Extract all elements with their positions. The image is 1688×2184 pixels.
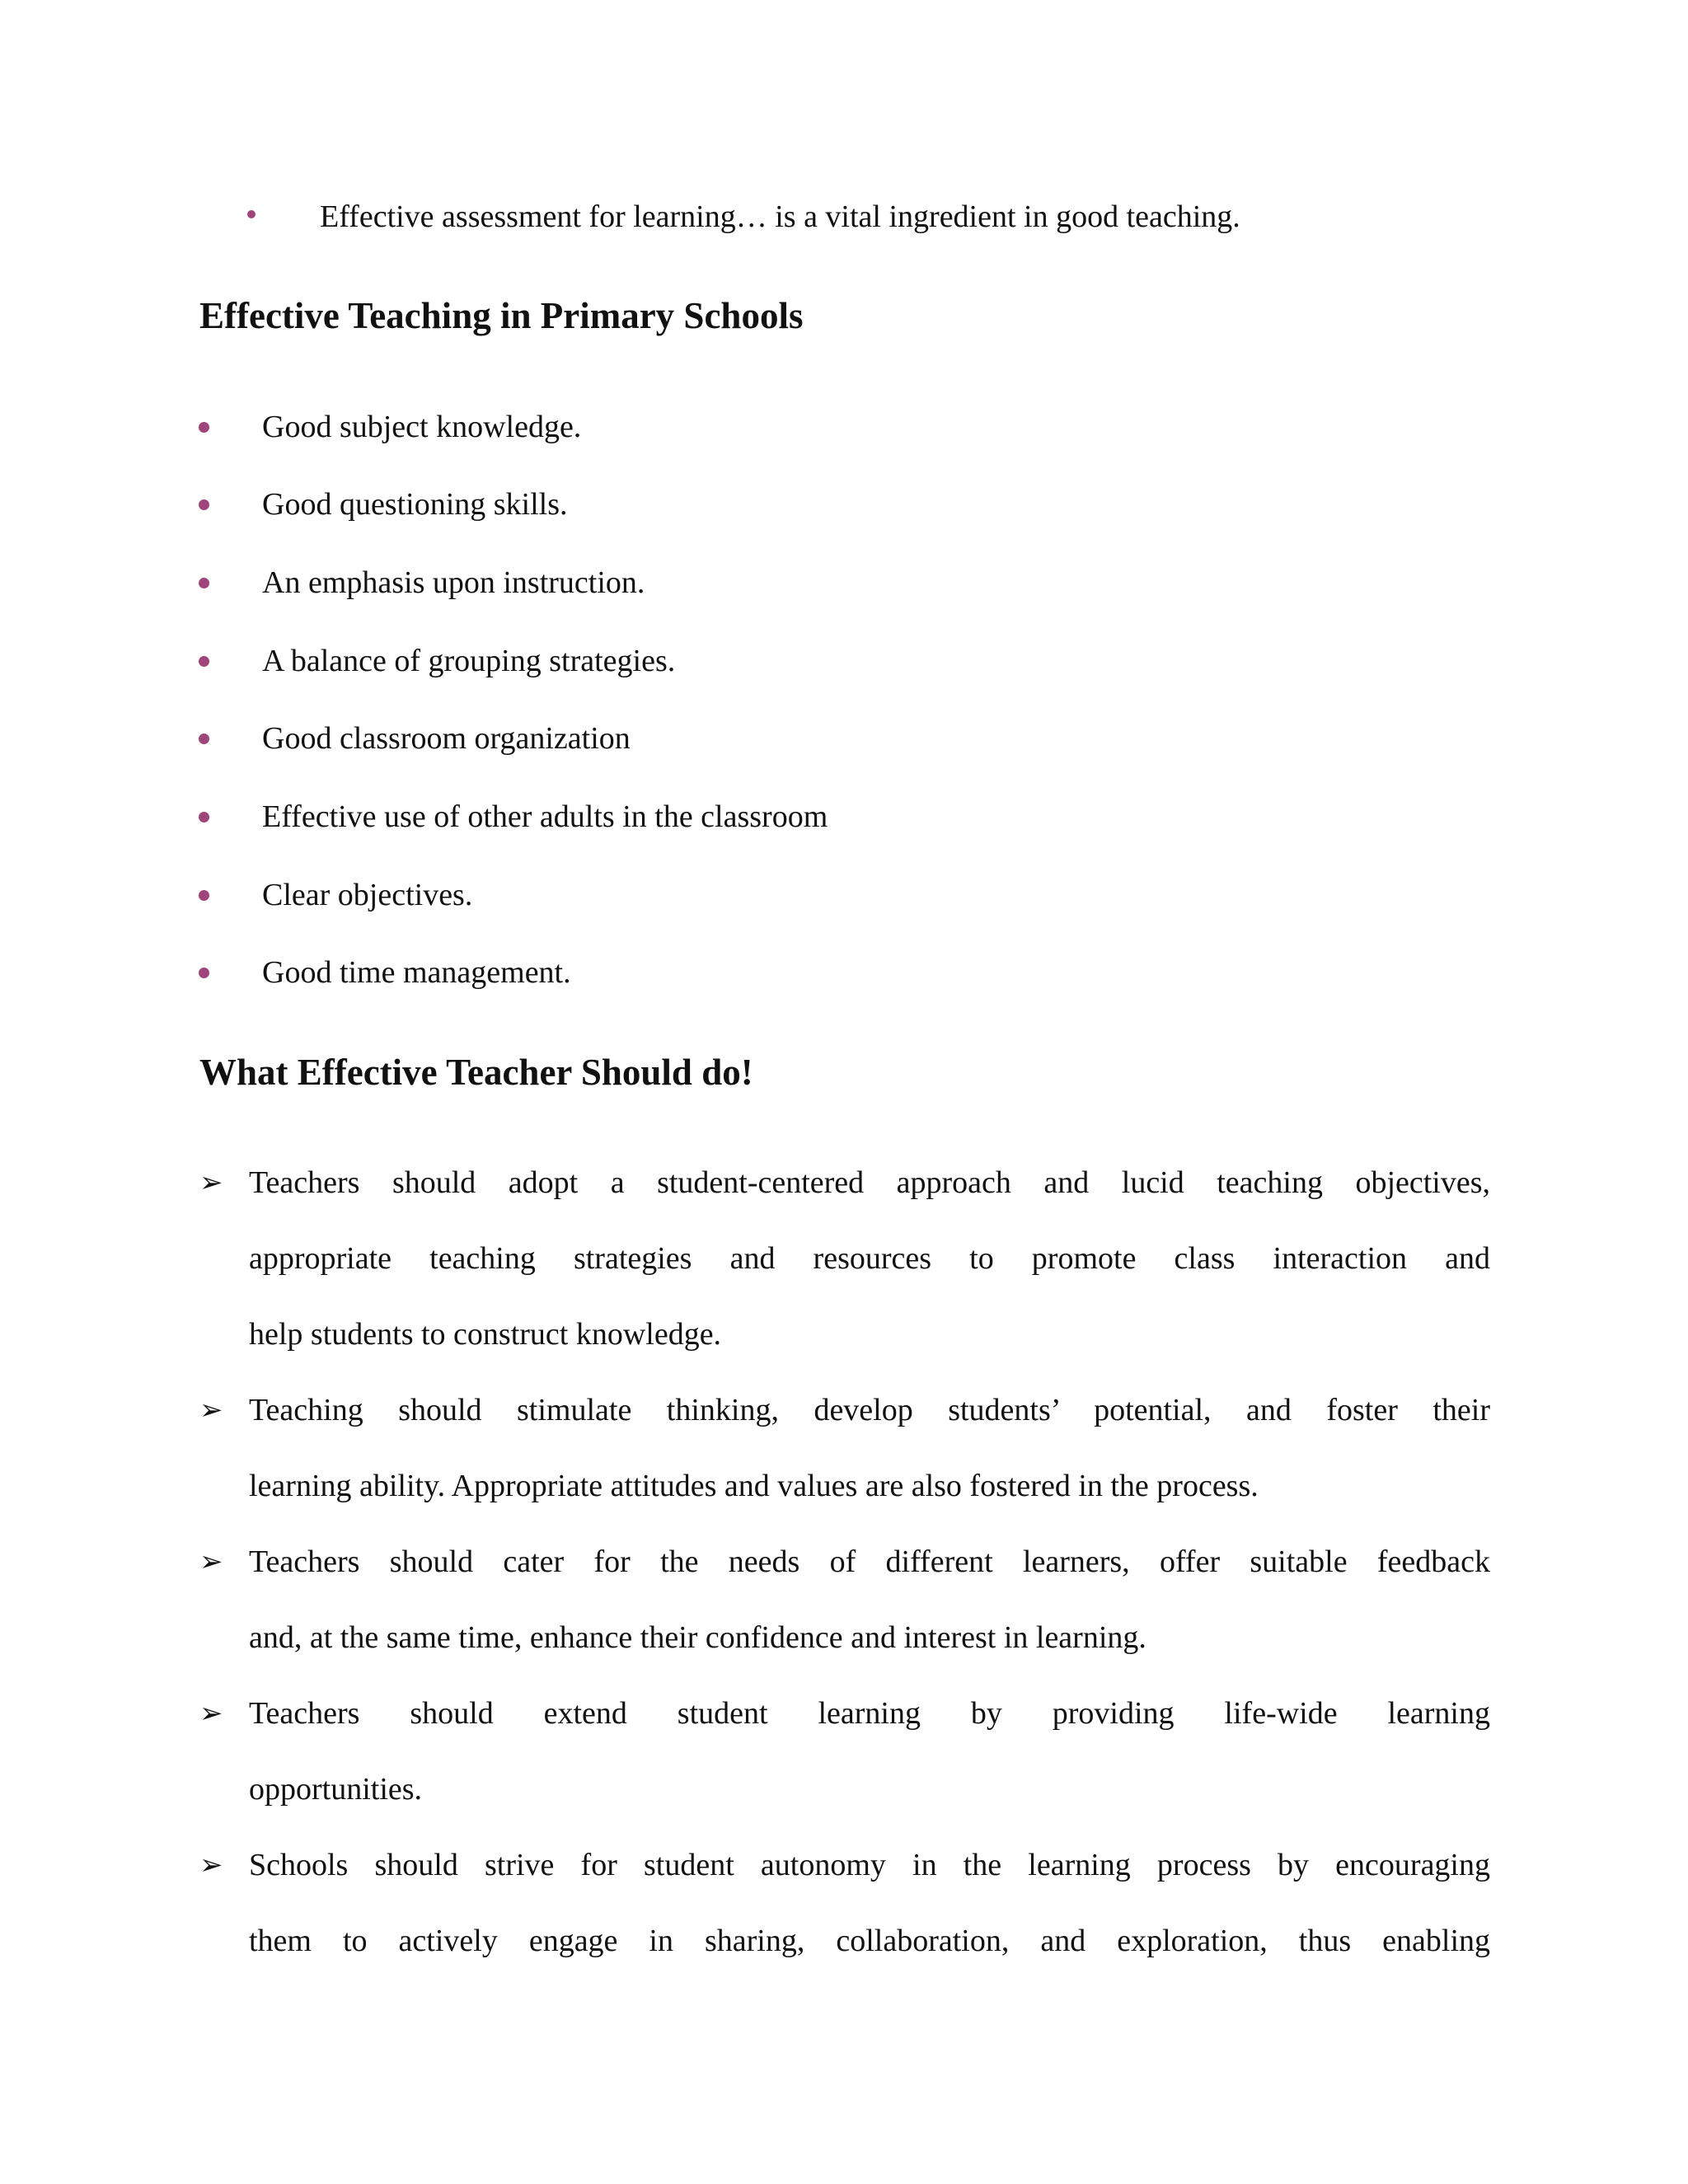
list-item [0, 408, 1688, 457]
paragraph-line: appropriate teaching strategies and resources to promote class interaction and [249, 1241, 1490, 1276]
list-item-paragraph [249, 1372, 1490, 1524]
paragraph-line: opportunities. [249, 1772, 423, 1807]
bullet-dot-icon [199, 812, 209, 823]
section-heading-primary-schools: Effective Teaching in Primary Schools [199, 295, 804, 336]
section-heading-effective-teacher: What Effective Teacher Should do! [199, 1052, 753, 1093]
intro-bullet [0, 198, 1688, 247]
list-item-text: Good classroom organization [262, 721, 631, 756]
paragraph-line: learning ability. Appropriate attitudes and values are also fostered in the process. [249, 1469, 1259, 1503]
list-item [0, 564, 1688, 613]
intro-bullet-text: Effective assessment for learning… is a vital ingredient in good teaching. [320, 199, 1240, 234]
bullet-dot-icon [199, 656, 209, 667]
paragraph-line: Teachers should extend student learning by providing life-wide learning [249, 1696, 1490, 1731]
list-item-paragraph [249, 1145, 1490, 1372]
list-item-text: Good subject knowledge. [262, 410, 582, 444]
paragraph-line: and, at the same time, enhance their confidence and interest in learning. [249, 1620, 1146, 1655]
arrow-bullet-icon: ➢ [199, 1394, 223, 1427]
bullet-dot-icon [199, 578, 209, 588]
list-item-paragraph [249, 1675, 1490, 1827]
arrow-bullet-icon: ➢ [199, 1166, 223, 1199]
list-item-paragraph [249, 1827, 1490, 1979]
list-item-text: An emphasis upon instruction. [262, 565, 645, 600]
arrow-bullet-icon: ➢ [199, 1697, 223, 1730]
paragraph-line: Schools should strive for student autonomy in the learning process by encouraging [249, 1848, 1490, 1882]
paragraph-line: Teachers should adopt a student-centered approach and lucid teaching objectives, [249, 1165, 1490, 1200]
bullet-dot-icon [199, 422, 209, 433]
paragraph-line: Teaching should stimulate thinking, develop students’ potential, and foster their [249, 1393, 1490, 1427]
bullet-dot-icon [199, 968, 209, 978]
list-item-text: Effective use of other adults in the classroom [262, 799, 828, 834]
bullet-dot-icon [247, 210, 256, 218]
paragraph-line: them to actively engage in sharing, collaboration, and exploration, thus enabling [249, 1924, 1490, 1958]
list-item-text: Good time management. [262, 955, 571, 990]
list-item [0, 719, 1688, 769]
bullet-dot-icon [199, 733, 209, 744]
paragraph-line: Teachers should cater for the needs of different learners, offer suitable feedback [249, 1544, 1490, 1579]
bullet-dot-icon [199, 499, 209, 510]
paragraph-line: help students to construct knowledge. [249, 1317, 722, 1352]
list-item [0, 954, 1688, 1003]
list-item [0, 642, 1688, 691]
bullet-dot-icon [199, 890, 209, 901]
list-item [0, 485, 1688, 535]
list-item-paragraph [249, 1524, 1490, 1675]
list-item [0, 876, 1688, 926]
list-item-text: Good questioning skills. [262, 487, 568, 522]
list-item [0, 798, 1688, 847]
list-item-text: Clear objectives. [262, 878, 473, 912]
arrow-bullet-icon: ➢ [199, 1545, 223, 1578]
list-item-text: A balance of grouping strategies. [262, 644, 676, 678]
arrow-bullet-icon: ➢ [199, 1849, 223, 1882]
